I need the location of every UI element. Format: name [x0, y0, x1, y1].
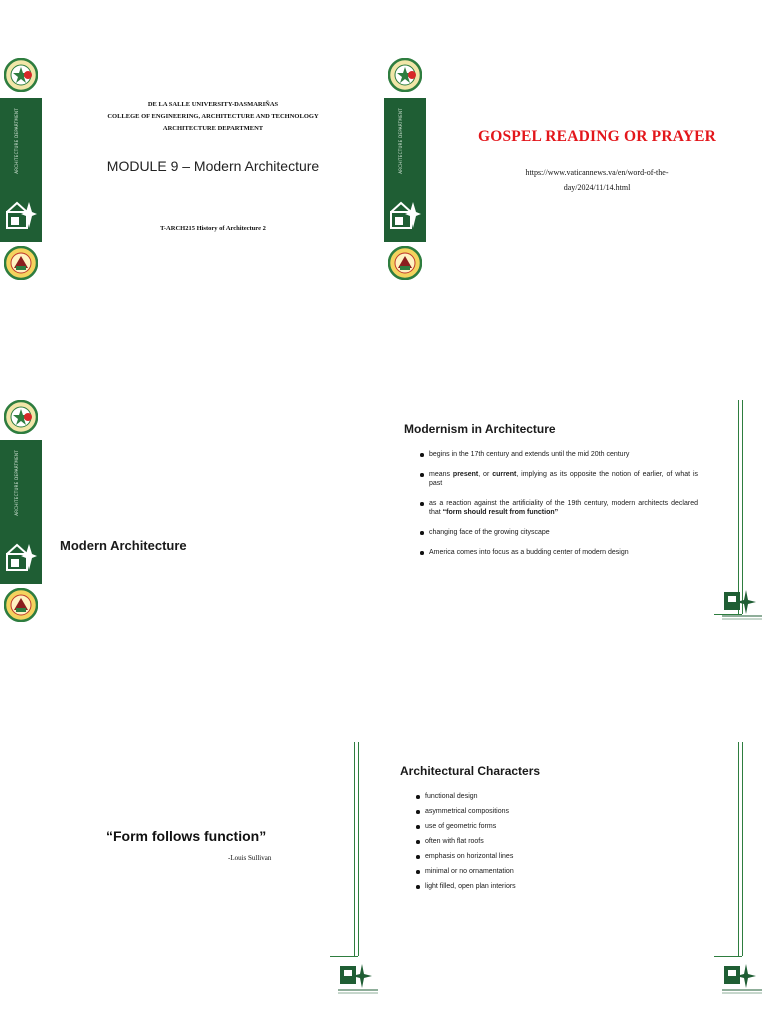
band-text: ARCHITECTURE DEPARTMENT — [14, 450, 19, 516]
decor-line — [738, 742, 739, 956]
green-band — [0, 98, 42, 242]
architecture-department-logo-icon — [336, 958, 380, 996]
gospel-url-line2[interactable]: day/2024/11/14.html — [563, 183, 631, 192]
list-item: as a reaction against the artificiality of the 19th century, modern architects declared that “form should result from function” — [420, 499, 698, 517]
list-item: functional design — [416, 792, 676, 801]
list-item: means present, or current, implying as its opposite the notion of earlier, of what is past — [420, 470, 698, 488]
gospel-title: GOSPEL READING OR PRAYER — [477, 128, 717, 145]
green-band — [384, 98, 426, 242]
college-seal-icon — [4, 246, 38, 280]
list-item: America comes into focus as a budding center of modern design — [420, 548, 698, 557]
college-name: COLLEGE OF ENGINEERING, ARCHITECTURE AND TECHNOLOGY — [107, 113, 319, 120]
college-seal-icon — [4, 588, 38, 622]
department-name: ARCHITECTURE DEPARTMENT — [162, 125, 264, 132]
decor-line — [742, 400, 743, 614]
decor-line — [714, 956, 742, 957]
university-seal-icon — [388, 58, 422, 92]
slide-3 — [0, 384, 384, 654]
architecture-department-logo-icon — [3, 540, 39, 574]
decor-line — [742, 742, 743, 956]
module-title: MODULE 9 – Modern Architecture — [106, 158, 320, 174]
university-name: DE LA SALLE UNIVERSITY-DASMARIÑAS — [147, 101, 279, 108]
list-item: begins in the 17th century and extends until the mid 20th century — [420, 450, 698, 459]
decor-line — [358, 742, 359, 956]
architecture-department-logo-icon — [720, 958, 764, 996]
architecture-department-logo-icon — [3, 198, 39, 232]
slide-title: Architectural Characters — [400, 764, 541, 778]
list-item: use of geometric forms — [416, 822, 676, 831]
list-item: often with flat roofs — [416, 837, 676, 846]
quote-text: “Form follows function” — [106, 828, 267, 844]
architecture-department-logo-icon — [720, 584, 764, 622]
architecture-department-logo-icon — [387, 198, 423, 232]
decor-line — [354, 742, 355, 956]
band-text: ARCHITECTURE DEPARTMENT — [14, 108, 19, 174]
slide-1 — [0, 42, 384, 312]
list-item: changing face of the growing cityscape — [420, 528, 698, 537]
slide-5 — [0, 726, 384, 996]
list-item: asymmetrical compositions — [416, 807, 676, 816]
section-title: Modern Architecture — [60, 538, 187, 553]
list-item: minimal or no ornamentation — [416, 867, 676, 876]
slide-4 — [384, 384, 768, 654]
bullet-list — [420, 450, 698, 568]
quote-attribution: -Louis Sullivan — [228, 854, 272, 862]
list-item: emphasis on horizontal lines — [416, 852, 676, 861]
decor-line — [738, 400, 739, 614]
college-seal-icon — [388, 246, 422, 280]
decor-line — [330, 956, 358, 957]
university-seal-icon — [4, 400, 38, 434]
band-text: ARCHITECTURE DEPARTMENT — [398, 108, 403, 174]
list-item: light filled, open plan interiors — [416, 882, 676, 891]
slide-title: Modernism in Architecture — [404, 422, 556, 436]
bullet-list — [416, 792, 676, 897]
green-band — [0, 440, 42, 584]
gospel-url-line1[interactable]: https://www.vaticannews.va/en/word-of-the- — [525, 168, 669, 177]
course-code: T-ARCH215 History of Architecture 2 — [160, 225, 266, 232]
slide-2 — [384, 42, 768, 312]
slide-6 — [384, 726, 768, 996]
university-seal-icon — [4, 58, 38, 92]
